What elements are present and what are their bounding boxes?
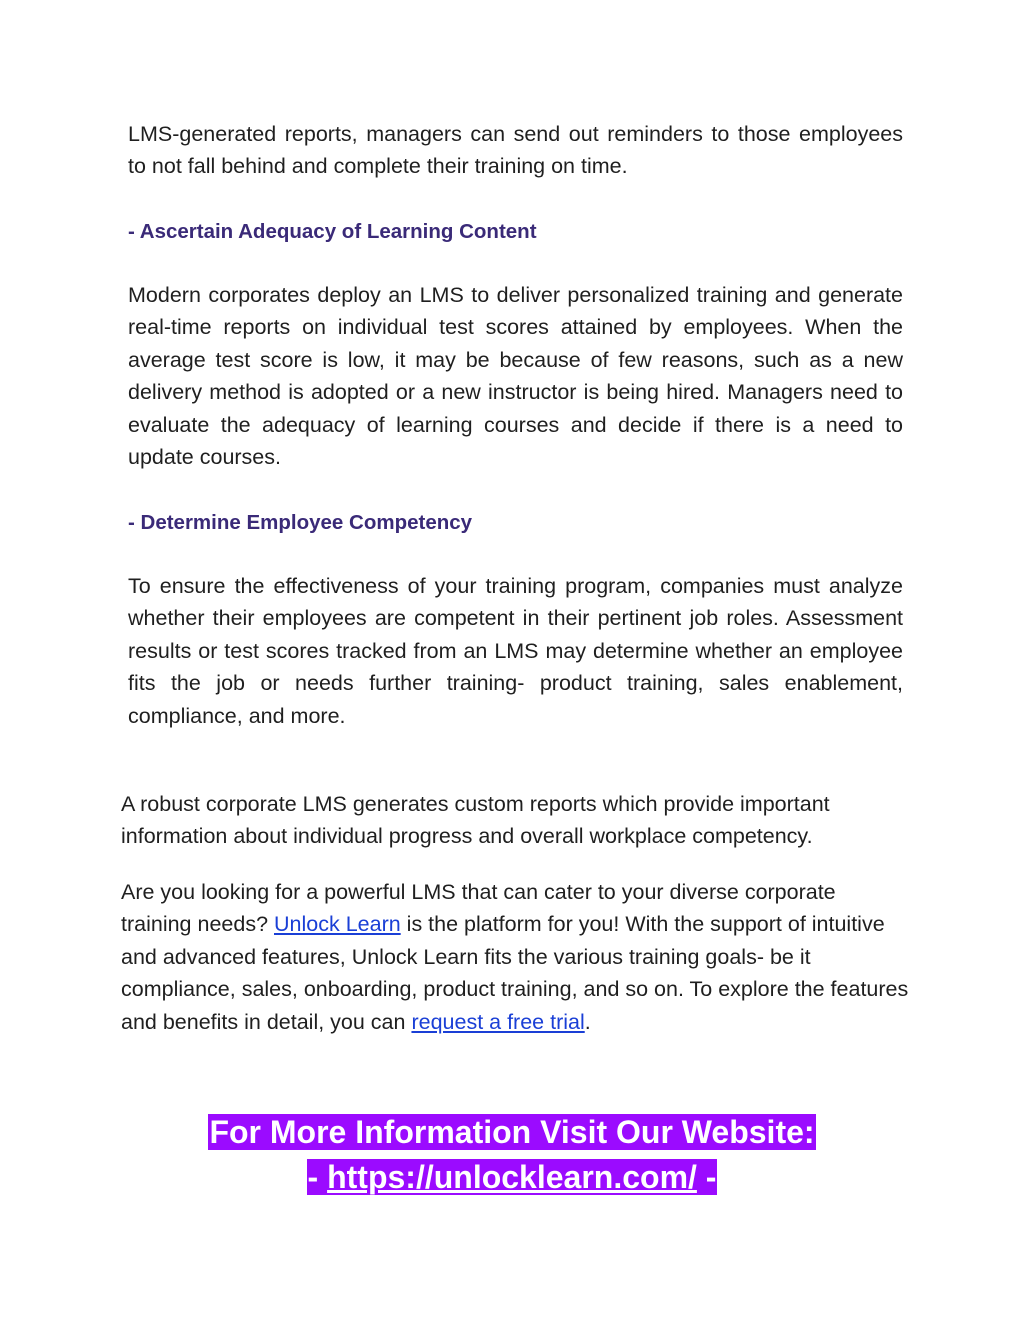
summary-paragraph: A robust corporate LMS generates custom reports which provide important information about individual progress and overall workplace competency. [121,792,830,849]
cta-prefix: - [307,1159,328,1195]
closing-text-part-2: is the platform for you! With the support of intuitive and advanced features, Unlock Learn fits the various training goals- be it compliance, sales, onboarding, product training, and so on. To explore the features and benefits in detail, you can [121,912,909,1034]
cta-line-2 [307,1159,718,1195]
website-url-link[interactable]: https://unlocklearn.com/ [327,1159,697,1195]
cta-suffix: - [696,1159,717,1195]
cta-line-1: For More Information Visit Our Website: [209,1114,815,1150]
website-cta-heading [0,1111,1024,1153]
section-heading-content-adequacy: - Ascertain Adequacy of Learning Content [128,220,537,243]
unlock-learn-link[interactable]: Unlock Learn [274,912,401,937]
closing-paragraph [121,876,911,1038]
intro-paragraph: LMS-generated reports, managers can send out reminders to those employees to not fall behind and complete their training on time. [128,122,903,179]
section-body-content-adequacy: Modern corporates deploy an LMS to deliver personalized training and generate real-time reports on individual test scores attained by employees. When the average test score is low, it may be because of few reasons, such as a new delivery method is adopted or a new instructor is being hired. Managers need to evaluate the adequacy of learning courses and decide if there is a need to update courses. [128,283,903,470]
section-body-employee-competency: To ensure the effectiveness of your training program, companies must analyze whether their employees are competent in their pertinent job roles. Assessment results or test scores tracked from an LMS may determine whether an employee fits the job or needs further training- product training, sales enablement, compliance, and more. [128,574,903,728]
section-heading-employee-competency: - Determine Employee Competency [128,511,473,534]
website-cta-link-line [0,1156,1024,1198]
closing-text-part-1: Are you looking for a powerful LMS that can cater to your diverse corporate training needs? [121,880,836,937]
closing-text-part-3: . [584,1009,591,1034]
request-free-trial-link[interactable]: request a free trial [411,1009,585,1034]
